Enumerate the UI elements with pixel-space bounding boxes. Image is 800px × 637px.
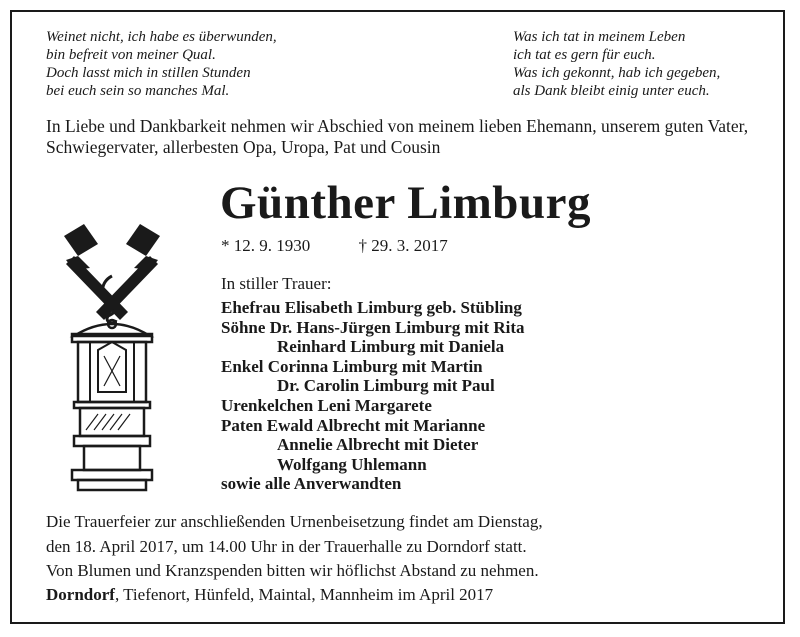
miners-lamp-hammer-icon [60, 216, 164, 500]
mourner-line: Söhne Dr. Hans-Jürgen Limburg mit Rita [221, 317, 525, 337]
mourners-list [221, 298, 525, 494]
intro-text: In Liebe und Dankbarkeit nehmen wir Abschied von meinem lieben Ehemann, unserem guten Vater, Schwiegervater, allerbesten Opa, Uropa, Pat und Cousin [46, 116, 749, 157]
poem-left [46, 28, 277, 100]
mourner-line: Reinhard Limburg mit Daniela [277, 337, 505, 357]
poem-left-line: bei euch sein so manches Mal. [46, 83, 230, 99]
poem-right-line: Was ich tat in meinem Leben [513, 29, 686, 45]
death-date: † 29. 3. 2017 [358, 236, 448, 255]
mourner-line: Urenkelchen Leni Margarete [221, 395, 432, 415]
poem-right-line: Was ich gekonnt, hab ich gegeben, [513, 65, 721, 81]
mourner-line: Dr. Carolin Limburg mit Paul [277, 376, 495, 396]
mourner-line: Wolfgang Uhlemann [277, 454, 427, 474]
birth-date: * 12. 9. 1930 [221, 236, 311, 255]
mourning-heading: In stiller Trauer: [221, 274, 332, 293]
poem-left-line: Weinet nicht, ich habe es überwunden, [46, 29, 277, 45]
poem-left-line: bin befreit von meiner Qual. [46, 47, 216, 63]
mourner-line: Paten Ewald Albrecht mit Marianne [221, 415, 486, 435]
ceremony-line: Die Trauerfeier zur anschließenden Urnenbeisetzung findet am Dienstag, [46, 512, 543, 531]
deceased-name: Günther Limburg [220, 177, 591, 229]
poem-right-line: als Dank bleibt einig unter euch. [513, 83, 710, 99]
mourner-line: Enkel Corinna Limburg mit Martin [221, 356, 483, 376]
place-bold: Dorndorf [46, 585, 115, 604]
poem-left-line: Doch lasst mich in stillen Stunden [46, 65, 251, 81]
ceremony-line: den 18. April 2017, um 14.00 Uhr in der Trauerhalle zu Dorndorf statt. [46, 536, 527, 556]
poem-right-line: ich tat es gern für euch. [513, 47, 656, 63]
place-rest: , Tiefenort, Hünfeld, Maintal, Mannheim im April 2017 [114, 585, 494, 604]
life-dates [221, 236, 448, 256]
ceremony-line: Von Blumen und Kranzspenden bitten wir höflichst Abstand zu nehmen. [46, 561, 539, 580]
mourner-line: sowie alle Anverwandten [221, 474, 402, 494]
ceremony-info [46, 510, 543, 584]
mourner-line: Ehefrau Elisabeth Limburg geb. Stübling [221, 298, 522, 317]
poem-right [513, 28, 720, 100]
mourner-line: Annelie Albrecht mit Dieter [277, 435, 479, 455]
place-line [46, 585, 493, 605]
